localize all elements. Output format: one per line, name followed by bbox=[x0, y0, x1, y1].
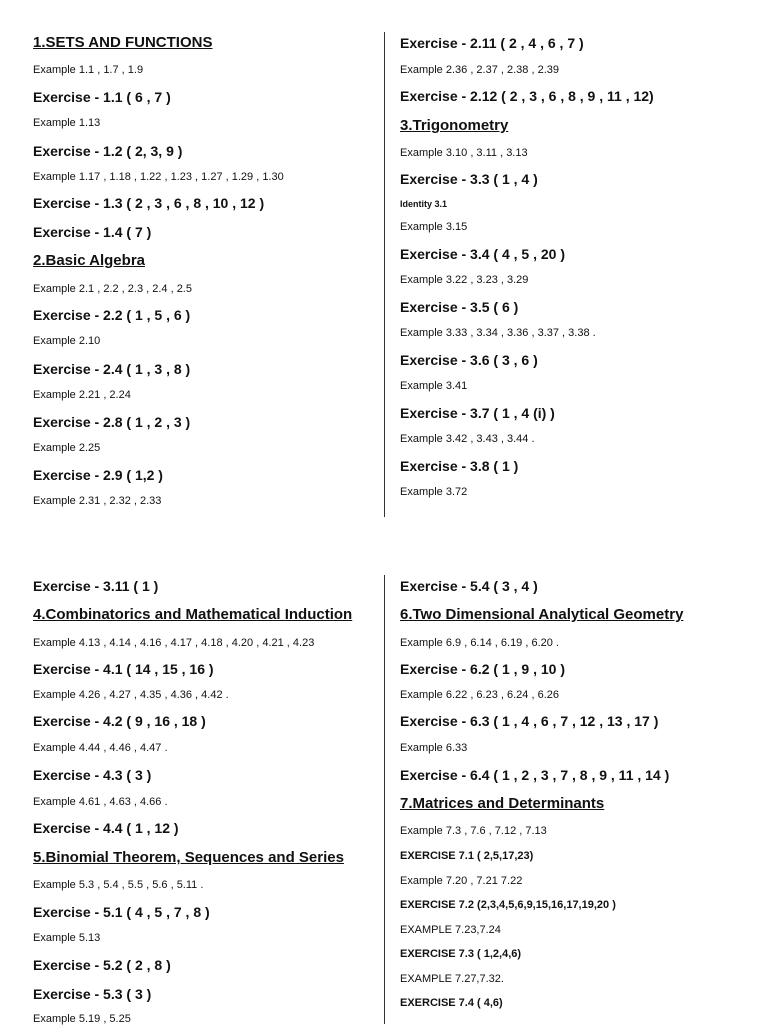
exercise-line: Exercise - 2.4 ( 1 , 3 , 8 ) bbox=[33, 361, 191, 377]
exercise-line: Exercise - 4.2 ( 9 , 16 , 18 ) bbox=[33, 713, 206, 729]
exercise-caps-line: EXERCISE 7.1 ( 2,5,17,23) bbox=[400, 850, 534, 862]
section-heading: 5.Binomial Theorem, Sequences and Series bbox=[33, 849, 344, 866]
example-line: Example 7.3 , 7.6 , 7.12 , 7.13 bbox=[400, 825, 547, 837]
exercise-line: Exercise - 1.2 ( 2, 3, 9 ) bbox=[33, 143, 183, 159]
example-line: Example 2.1 , 2.2 , 2.3 , 2.4 , 2.5 bbox=[33, 283, 192, 295]
example-line: Example 5.13 bbox=[33, 932, 101, 944]
section-heading: 4.Combinatorics and Mathematical Induction bbox=[33, 606, 353, 623]
exercise-line: Exercise - 6.2 ( 1 , 9 , 10 ) bbox=[400, 661, 565, 677]
section-heading: 1.SETS AND FUNCTIONS bbox=[33, 34, 213, 51]
example-line: Example 3.41 bbox=[400, 380, 468, 392]
example-line: Example 4.26 , 4.27 , 4.35 , 4.36 , 4.42 . bbox=[33, 689, 229, 701]
section-heading: 7.Matrices and Determinants bbox=[400, 795, 605, 812]
example-line: EXAMPLE 7.27,7.32. bbox=[400, 973, 504, 985]
example-line: Example 2.31 , 2.32 , 2.33 bbox=[33, 495, 162, 507]
column-divider-top bbox=[384, 32, 385, 517]
exercise-line: Exercise - 4.3 ( 3 ) bbox=[33, 767, 152, 783]
exercise-line: Exercise - 3.8 ( 1 ) bbox=[400, 458, 519, 474]
exercise-line: Exercise - 5.1 ( 4 , 5 , 7 , 8 ) bbox=[33, 904, 210, 920]
exercise-line: Exercise - 5.4 ( 3 , 4 ) bbox=[400, 578, 538, 594]
example-line: Example 2.36 , 2.37 , 2.38 , 2.39 bbox=[400, 64, 559, 76]
example-line: Example 1.13 bbox=[33, 117, 101, 129]
exercise-line: Exercise - 4.4 ( 1 , 12 ) bbox=[33, 820, 179, 836]
example-line: Example 6.22 , 6.23 , 6.24 , 6.26 bbox=[400, 689, 559, 701]
exercise-line: Exercise - 2.12 ( 2 , 3 , 6 , 8 , 9 , 11 , 12) bbox=[400, 88, 654, 104]
example-line: Example 6.9 , 6.14 , 6.19 , 6.20 . bbox=[400, 637, 559, 649]
example-line: Example 3.42 , 3.43 , 3.44 . bbox=[400, 433, 535, 445]
exercise-caps-line: EXERCISE 7.2 (2,3,4,5,6,9,15,16,17,19,20 ) bbox=[400, 899, 616, 911]
exercise-line: Exercise - 3.11 ( 1 ) bbox=[33, 578, 159, 594]
section-heading: 2.Basic Algebra bbox=[33, 252, 145, 269]
exercise-line: Exercise - 2.11 ( 2 , 4 , 6 , 7 ) bbox=[400, 35, 584, 51]
example-line: Example 5.19 , 5.25 bbox=[33, 1013, 131, 1025]
exercise-line: Exercise - 3.7 ( 1 , 4 (i) ) bbox=[400, 405, 555, 421]
exercise-line: Exercise - 2.8 ( 1 , 2 , 3 ) bbox=[33, 414, 191, 430]
exercise-line: Exercise - 6.4 ( 1 , 2 , 3 , 7 , 8 , 9 , 11 , 14 ) bbox=[400, 767, 670, 783]
example-line: Example 3.72 bbox=[400, 486, 468, 498]
example-line: Example 4.61 , 4.63 , 4.66 . bbox=[33, 796, 168, 808]
example-line: Example 3.22 , 3.23 , 3.29 bbox=[400, 274, 529, 286]
exercise-line: Exercise - 1.1 ( 6 , 7 ) bbox=[33, 89, 171, 105]
identity-line: Identity 3.1 bbox=[400, 199, 448, 209]
example-line: EXAMPLE 7.23,7.24 bbox=[400, 924, 501, 936]
example-line: Example 2.21 , 2.24 bbox=[33, 389, 131, 401]
exercise-line: Exercise - 2.2 ( 1 , 5 , 6 ) bbox=[33, 307, 191, 323]
exercise-line: Exercise - 3.6 ( 3 , 6 ) bbox=[400, 352, 538, 368]
exercise-line: Exercise - 4.1 ( 14 , 15 , 16 ) bbox=[33, 661, 214, 677]
exercise-line: Exercise - 2.9 ( 1,2 ) bbox=[33, 467, 163, 483]
exercise-line: Exercise - 6.3 ( 1 , 4 , 6 , 7 , 12 , 13 , 17 ) bbox=[400, 713, 659, 729]
example-line: Example 5.3 , 5.4 , 5.5 , 5.6 , 5.11 . bbox=[33, 879, 204, 891]
example-line: Example 2.25 bbox=[33, 442, 101, 454]
section-heading: 6.Two Dimensional Analytical Geometry bbox=[400, 606, 684, 623]
example-line: Example 3.10 , 3.11 , 3.13 bbox=[400, 147, 528, 159]
exercise-line: Exercise - 3.3 ( 1 , 4 ) bbox=[400, 171, 538, 187]
example-line: Example 7.20 , 7.21 7.22 bbox=[400, 875, 523, 887]
exercise-line: Exercise - 3.5 ( 6 ) bbox=[400, 299, 519, 315]
exercise-caps-line: EXERCISE 7.3 ( 1,2,4,6) bbox=[400, 948, 522, 960]
exercise-line: Exercise - 5.3 ( 3 ) bbox=[33, 986, 152, 1002]
example-line: Example 1.17 , 1.18 , 1.22 , 1.23 , 1.27 , 1.29 , 1.30 bbox=[33, 171, 284, 183]
exercise-line: Exercise - 5.2 ( 2 , 8 ) bbox=[33, 957, 171, 973]
section-heading: 3.Trigonometry bbox=[400, 117, 509, 134]
example-line: Example 1.1 , 1.7 , 1.9 bbox=[33, 64, 144, 76]
exercise-line: Exercise - 1.3 ( 2 , 3 , 6 , 8 , 10 , 12 ) bbox=[33, 195, 265, 211]
example-line: Example 6.33 bbox=[400, 742, 468, 754]
example-line: Example 2.10 bbox=[33, 335, 101, 347]
exercise-line: Exercise - 3.4 ( 4 , 5 , 20 ) bbox=[400, 246, 565, 262]
exercise-line: Exercise - 1.4 ( 7 ) bbox=[33, 224, 152, 240]
example-line: Example 4.13 , 4.14 , 4.16 , 4.17 , 4.18 , 4.20 , 4.21 , 4.23 bbox=[33, 637, 315, 649]
exercise-caps-line: EXERCISE 7.4 ( 4,6) bbox=[400, 997, 503, 1009]
example-line: Example 3.33 , 3.34 , 3.36 , 3.37 , 3.38 . bbox=[400, 327, 596, 339]
column-divider-bottom bbox=[384, 575, 385, 1024]
example-line: Example 4.44 , 4.46 , 4.47 . bbox=[33, 742, 168, 754]
example-line: Example 3.15 bbox=[400, 221, 468, 233]
